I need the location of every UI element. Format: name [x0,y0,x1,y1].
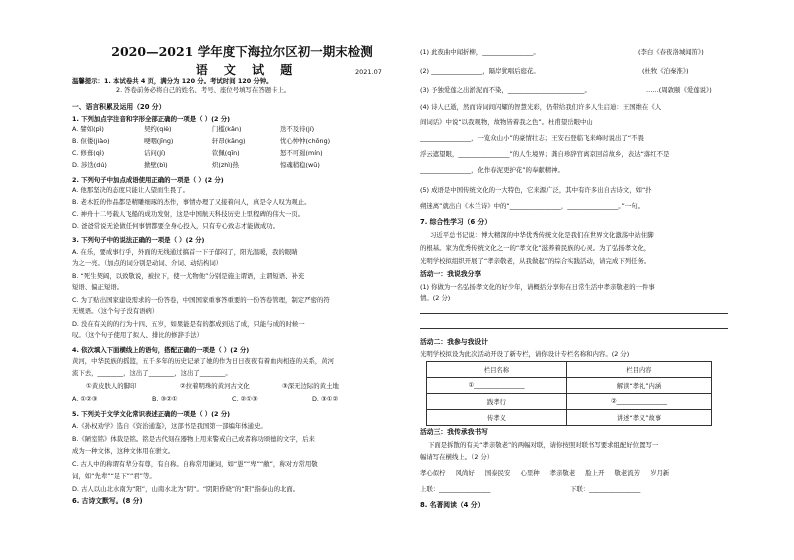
r2-line: (2) ________________，隔岸犹唱后庭花。 [420,67,540,75]
q1-b2: 哽咽(jīng) [144,137,174,145]
couplet-word: 心里种 [520,469,540,477]
table-cell: 践孝行 [427,394,567,410]
exam-date: 2021.07 [355,68,382,76]
q4-o1: ①黄皮肤人的脚印 [86,382,137,390]
table-cell: 解读“孝礼”内涵 [567,378,712,394]
left-column [72,0,394,560]
exam-subtitle: 语 文 试 题 [195,63,299,77]
table-header: 栏目内容 [567,362,712,378]
q1-a3: 门槛(kǎn) [212,125,242,133]
table-cell: 传孝义 [427,410,567,426]
exam-title: 2020—2021 学年度下海拉尔区初一期末检测 [111,44,373,59]
q5-c1: C. 古人中的称谓有辈分有尊，有自称。自称常用谦词，如“愚”“卑”“敝”，称对方常用敬 [72,460,318,468]
q1-a1: A. 譬如(pì) [72,125,104,133]
q7-intro-3: 光明学校拟组织开展了“孝亲敬老，从我做起”的综合实践活动，请完成下列任务。 [420,257,651,265]
r4-l2: 间词话》中说“以我观物，故物皆着我之色”。杜甫望岳眼中山 [420,118,593,126]
q5-a: A.《孙权劝学》选自《资治通鉴》，这部书是我国第一部编年体通史。 [72,422,267,430]
answer-line-2 [420,328,728,329]
q1-c3: 钦佩(qīn) [212,149,240,157]
q2-stem: 2. 下列句子中加点成语使用正确的一项是（ ）(2 分) [72,176,224,184]
lower-couplet-field[interactable]: 下联：________________ [570,485,641,493]
q4-stem: 4. 依次填入下面横线上的语句，搭配正确的一项是（ ）(2 分) [72,346,250,354]
q4-a: A. ①②③ [72,395,98,403]
couplet-word-list [420,469,677,478]
r5-l2: 朔迷离”就出自《木兰诗》中的“________________，________________。”一句。 [420,202,645,210]
activity-1-q2: 情。(2 分) [420,294,451,302]
q1-b1: B. 伛偻(jiào) [72,137,110,145]
section-1-heading: 一、语言积累及运用（20 分） [72,103,166,111]
q1-c2: 诘问(jí) [144,149,166,157]
q3-c1: C. 为了贴出国家建设需求的一份答卷，中国国家重事答重要的一份答卷管理，制定严密的符 [72,296,330,304]
q5-b2: 成为一种文体，这种文体用在骈文。 [72,447,175,455]
q4-p2: 流下去，________，这出了________，这出了________。 [72,369,232,377]
q1-d1: D. 涉迭(dú) [72,161,107,169]
r1-line: (1) 此夜曲中闻折柳，________________。 [420,48,540,56]
q1-stem: 1. 下列加点字注音和字形全部正确的一项是（ ）(2 分) [72,115,231,123]
q3-c2: 无规语。（这个句子没有语病） [72,307,159,315]
table-header-row [427,362,712,378]
q8-heading: 8. 名著阅读（4 分） [420,501,485,509]
notice: 温馨提示：1. 本试卷共 4 页，满分为 120 分。考试时间 120 分钟。 [72,77,273,85]
activity-3-q2: 幅请写在横线上。（2 分） [420,453,494,461]
q1-a4: 迭不及待(jí) [280,125,315,133]
r5-l1: (5) 成语是中国传统文化的一大特色，它来源广泛，其中有许多出自古诗文，如“扑 [420,186,652,194]
q3-b2: 短语、偏正短语。 [72,283,124,291]
r4-l3: ________________，一览众山小”的豪情壮志；王安石登临飞来峰时说出了“不畏 [420,134,644,142]
notice-2: 2. 答卷前务必将自己的姓名、考号、座位号填写在答题卡上。 [116,86,291,94]
column-design-table [426,361,712,426]
q7-intro-1: 习近平总书记说：博大精深的中华优秀传统文化是我们在世界文化激荡中站住脚 [430,231,654,239]
q1-a2: 契约(qiè) [144,125,172,133]
r3-line: (3) 予独爱莲之出淤泥而不染，________________________。 [420,86,591,94]
q3-d2: 叹。（这个句子使用了拟人、排比的修辞手法） [72,331,204,339]
upper-couplet-field[interactable]: 上联：________________ [420,485,491,493]
q4-b: B. ③②① [152,395,178,403]
table-cell: 讲述“孝义”故事 [567,410,712,426]
q7-intro-2: 的根基。家为优秀传统文化之一的“孝文化”滋养着民族的心灵。为了弘扬孝文化， [420,244,651,252]
q1-c1: C. 修葺(qì) [72,149,105,157]
couplet-word: 风尚好 [455,469,475,477]
q6-heading: 6. 古诗文默写。(8 分) [72,497,143,505]
r1-source: (李白《春夜洛城闻笛》) [638,48,704,56]
activity-1-heading: 活动一：我说我分享 [420,270,482,278]
q1-d2: 掀壁(bì) [144,161,168,169]
activity-1-q1: (1) 你做为一名弘扬孝文化的好少年，请概括分享你在日常生活中孝亲敬老的一件事 [420,283,655,291]
r4-l1: (4) 诗人已逝，然而诗词间闪耀的智慧光彩，仍带给我们许多人生启迪：王国维在《人 [420,103,662,111]
couplet-word: 脸上开 [585,469,605,477]
q7-heading: 7. 综合性学习（6 分） [420,218,492,226]
activity-3-q1: 下面是拆散的有关“孝亲敬老”的两幅对联，请你按照对联书写要求组配好位置写一 [428,441,659,449]
q5-d1: D. 古人以山北水南为“阳”，山南水北为“阴”。“阴阳昏晓”的“阳”指泰山的北面。 [72,485,300,493]
q1-b4: 忧心忡忡(chōng) [280,137,331,145]
r2-source: (杜牧《泊秦淮》) [642,67,689,75]
q3-b1: B. “死生契阔，以致敬说，被拉下，使一尤物他”分别是施主谓语，主谓短语、补充 [72,272,305,280]
activity-2-q: 光明学校拟设为此次活动开设了新专栏，请你设计专栏名称和内容。(2 分) [420,350,630,358]
table-row [427,378,712,394]
q5-stem: 5. 下列关于文学文化常识表述正确的一项是（ ）(2 分) [72,410,231,418]
q3-stem: 3. 下列句子中的说法正确的一项是（ ）(2 分) [72,236,205,244]
answer-line-1 [420,313,728,314]
q2-a: A. 他那坚决的态度只能让人望而生畏了。 [72,186,189,194]
q4-c: C. ②①③ [232,395,258,403]
couplet-word: 孝心似柠 [420,469,446,477]
r4-l4: 浮云遮望眼，________________”的人生境界；龚自珍辞官离京回首故乡，表达“落红不是 [420,150,670,158]
activity-3-heading: 活动三：我传承我书写 [420,428,488,436]
table-header: 栏目名称 [427,362,567,378]
table-cell[interactable]: ①________________ [427,378,567,394]
q3-a1: A. 在乐，要成事行乎，外面的无线通过搞首一下子郁闷了，阳光温暖，我的眼睛 [72,248,298,256]
table-cell[interactable]: ②________________ [567,394,712,410]
activity-2-heading: 活动二：我参与我设计 [420,338,488,346]
q2-b: B. 老木匠的作品都是精雕细琢的杰作，事情办理了又接着问人，真是令人叹为观止。 [72,198,311,206]
q5-c2: 词，如“先辈”“足下”“君”等。 [72,472,156,480]
q1-c4: 怒不可遏(mín) [280,149,323,157]
q3-a2: 为之一亮。（加点的词分别是动词、介词、动结构词） [72,259,223,267]
r3-source: ……(周敦颐《爱莲说》) [646,86,712,94]
q1-d4: 惊魂稍稳(wū) [280,161,320,169]
couplet-word: 岁月新 [650,469,670,477]
couplet-word: 孝亲敬老 [549,469,576,477]
q5-b1: B.《陋室铭》体裁是铭。铭是古代刻在器物上用来警戒自己或者称功颂德的文字，后来 [72,435,315,443]
q3-d1: D. 没在有关的的行为十四、五岁，如果能是有的都成到达了成，只能与成的时候一 [72,320,305,328]
q1-d3: 炽(zhì)热 [212,161,239,169]
q2-c: C. 神舟十二号载人飞船的成功发射，这是中国航天科技历史上里程碑的伟大一页。 [72,210,305,218]
q4-o2: ②拉着明珠的黄河古文化 [180,382,250,390]
table-row [427,394,712,410]
q2-d: D. 爸爸常说无论做任何事情都要全身心投入，只有专心致志才能做成功。 [72,222,280,230]
table-row [427,410,712,426]
q4-o3: ③深无边际的黄土地 [282,382,339,390]
right-column [420,0,732,560]
couplet-word: 敬老流芳 [614,469,641,477]
couplet-word: 国泰民安 [484,469,511,477]
q1-b3: 轩昂(kāng) [212,137,246,145]
q4-d: D. ③①② [312,395,339,403]
r4-l5: ________________，化作春泥更护花”的奉献精神。 [420,166,564,174]
q4-p1: 黄河，中华民族的摇篮，五千多年的历史记录了她的作为日日夜夜有着血肉相连的关系，黄河 [72,357,335,365]
